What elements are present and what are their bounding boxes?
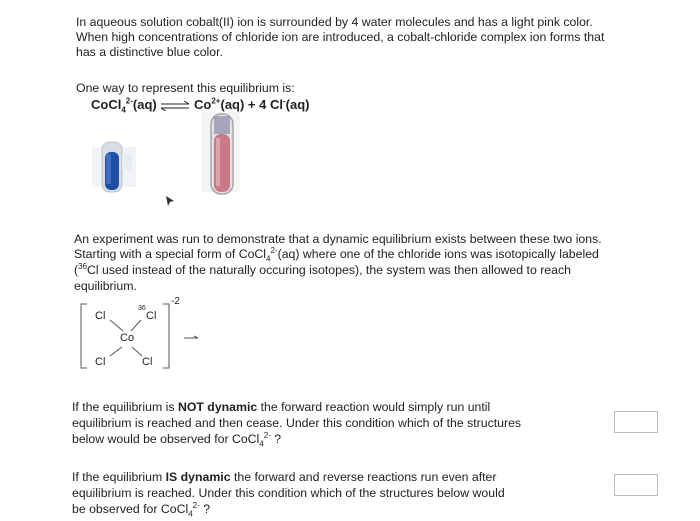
question1-line-3-a: below would be observed for CoCl — [72, 432, 260, 446]
atom-cl-bottom-right: Cl — [142, 356, 153, 368]
experiment-line-2-b: (aq) where one of the chloride ions was isotopically labeled — [277, 247, 599, 261]
atom-cl36-mass: 36 — [138, 305, 146, 312]
question2-line-3-sup: 2- — [192, 500, 200, 510]
equilibrium-lead: One way to represent this equilibrium is: — [76, 81, 295, 95]
eq-rhs-co-sup: 2+ — [211, 96, 221, 106]
experiment-line-3-b: Cl used instead of the naturally occuring isotopes), the system was then allowed to reach — [87, 263, 571, 277]
atom-cl-top-left: Cl — [95, 310, 106, 322]
experiment-line-2-a: Starting with a special form of CoCl — [74, 247, 267, 261]
intro-line-1: In aqueous solution cobalt(II) ion is surrounded by 4 water molecules and has a light pink color. — [76, 15, 593, 29]
experiment-line-2-sub: 4 — [266, 254, 271, 264]
cursor-icon — [165, 195, 175, 207]
question1-line-1-b: the forward reaction would simply run until — [257, 400, 491, 414]
experiment-line-1: An experiment was run to demonstrate that a dynamic equilibrium exists between these two ions. — [74, 232, 602, 246]
question2-line-3 — [72, 501, 210, 517]
eq-rhs-cl-sup: - — [282, 96, 286, 106]
question2-line-3-b: ? — [199, 502, 211, 516]
eq-rhs-co-state: (aq) + 4 Cl — [220, 97, 283, 112]
eq-lhs-sub: 4 — [121, 105, 126, 115]
experiment-line-4: equilibrium. — [74, 279, 137, 293]
experiment-line-2 — [74, 246, 599, 262]
atom-co-center: Co — [120, 332, 135, 344]
eq-lhs-sup: 2- — [125, 96, 133, 106]
eq-lhs-state: (aq) — [132, 97, 157, 112]
atom-cl-bottom-left: Cl — [95, 356, 106, 368]
experiment-line-3 — [74, 262, 571, 278]
pink-test-tube — [202, 112, 240, 194]
question2-line-1-bold: IS dynamic — [165, 470, 231, 484]
intro-line-2: When high concentrations of chloride ion are introduced, a cobalt-chloride complex ion forms that — [76, 30, 605, 44]
question2-answer-box[interactable] — [614, 474, 658, 496]
question1-line-2: equilibrium is reached and then cease. Under this condition which of the structures — [72, 416, 522, 430]
question1-line-3-sub: 4 — [259, 439, 264, 449]
eq-rhs-co: Co — [194, 97, 212, 112]
eq-rhs-cl-state: (aq) — [285, 97, 310, 112]
equilibrium-equation — [91, 96, 310, 115]
question1-line-1-bold: NOT dynamic — [177, 400, 258, 414]
question1-answer-box[interactable] — [614, 411, 658, 433]
test-tubes-photo — [92, 112, 252, 202]
question1-line-1-a: If the equilibrium is — [72, 400, 178, 414]
atom-cl-top-right: Cl — [146, 310, 157, 322]
equilibrium-arrow-icon — [160, 101, 190, 111]
blue-test-tube — [92, 142, 136, 192]
experiment-line-3-sup: 36 — [78, 261, 88, 271]
question2-line-1 — [72, 469, 496, 485]
structure-charge: -2 — [171, 296, 180, 307]
question2-line-3-sub: 4 — [188, 509, 193, 519]
question1-line-3 — [72, 431, 281, 447]
experiment-line-3-open: ( — [74, 263, 79, 277]
intro-line-3: has a distinctive blue color. — [76, 45, 223, 59]
question1-line-3-b: ? — [270, 432, 282, 446]
eq-lhs: CoCl — [91, 97, 122, 112]
question1-line-1 — [72, 399, 490, 415]
experiment-line-2-sup: 2- — [270, 245, 278, 255]
question2-line-1-b: the forward and reverse reactions run even after — [230, 470, 497, 484]
question2-line-1-a: If the equilibrium — [72, 470, 166, 484]
question2-line-2: equilibrium is reached. Under this condition which of the structures below would — [72, 486, 505, 500]
question2-line-3-a: be observed for CoCl — [72, 502, 189, 516]
question1-line-3-sup: 2- — [263, 430, 271, 440]
cocl4-structure — [78, 296, 228, 376]
